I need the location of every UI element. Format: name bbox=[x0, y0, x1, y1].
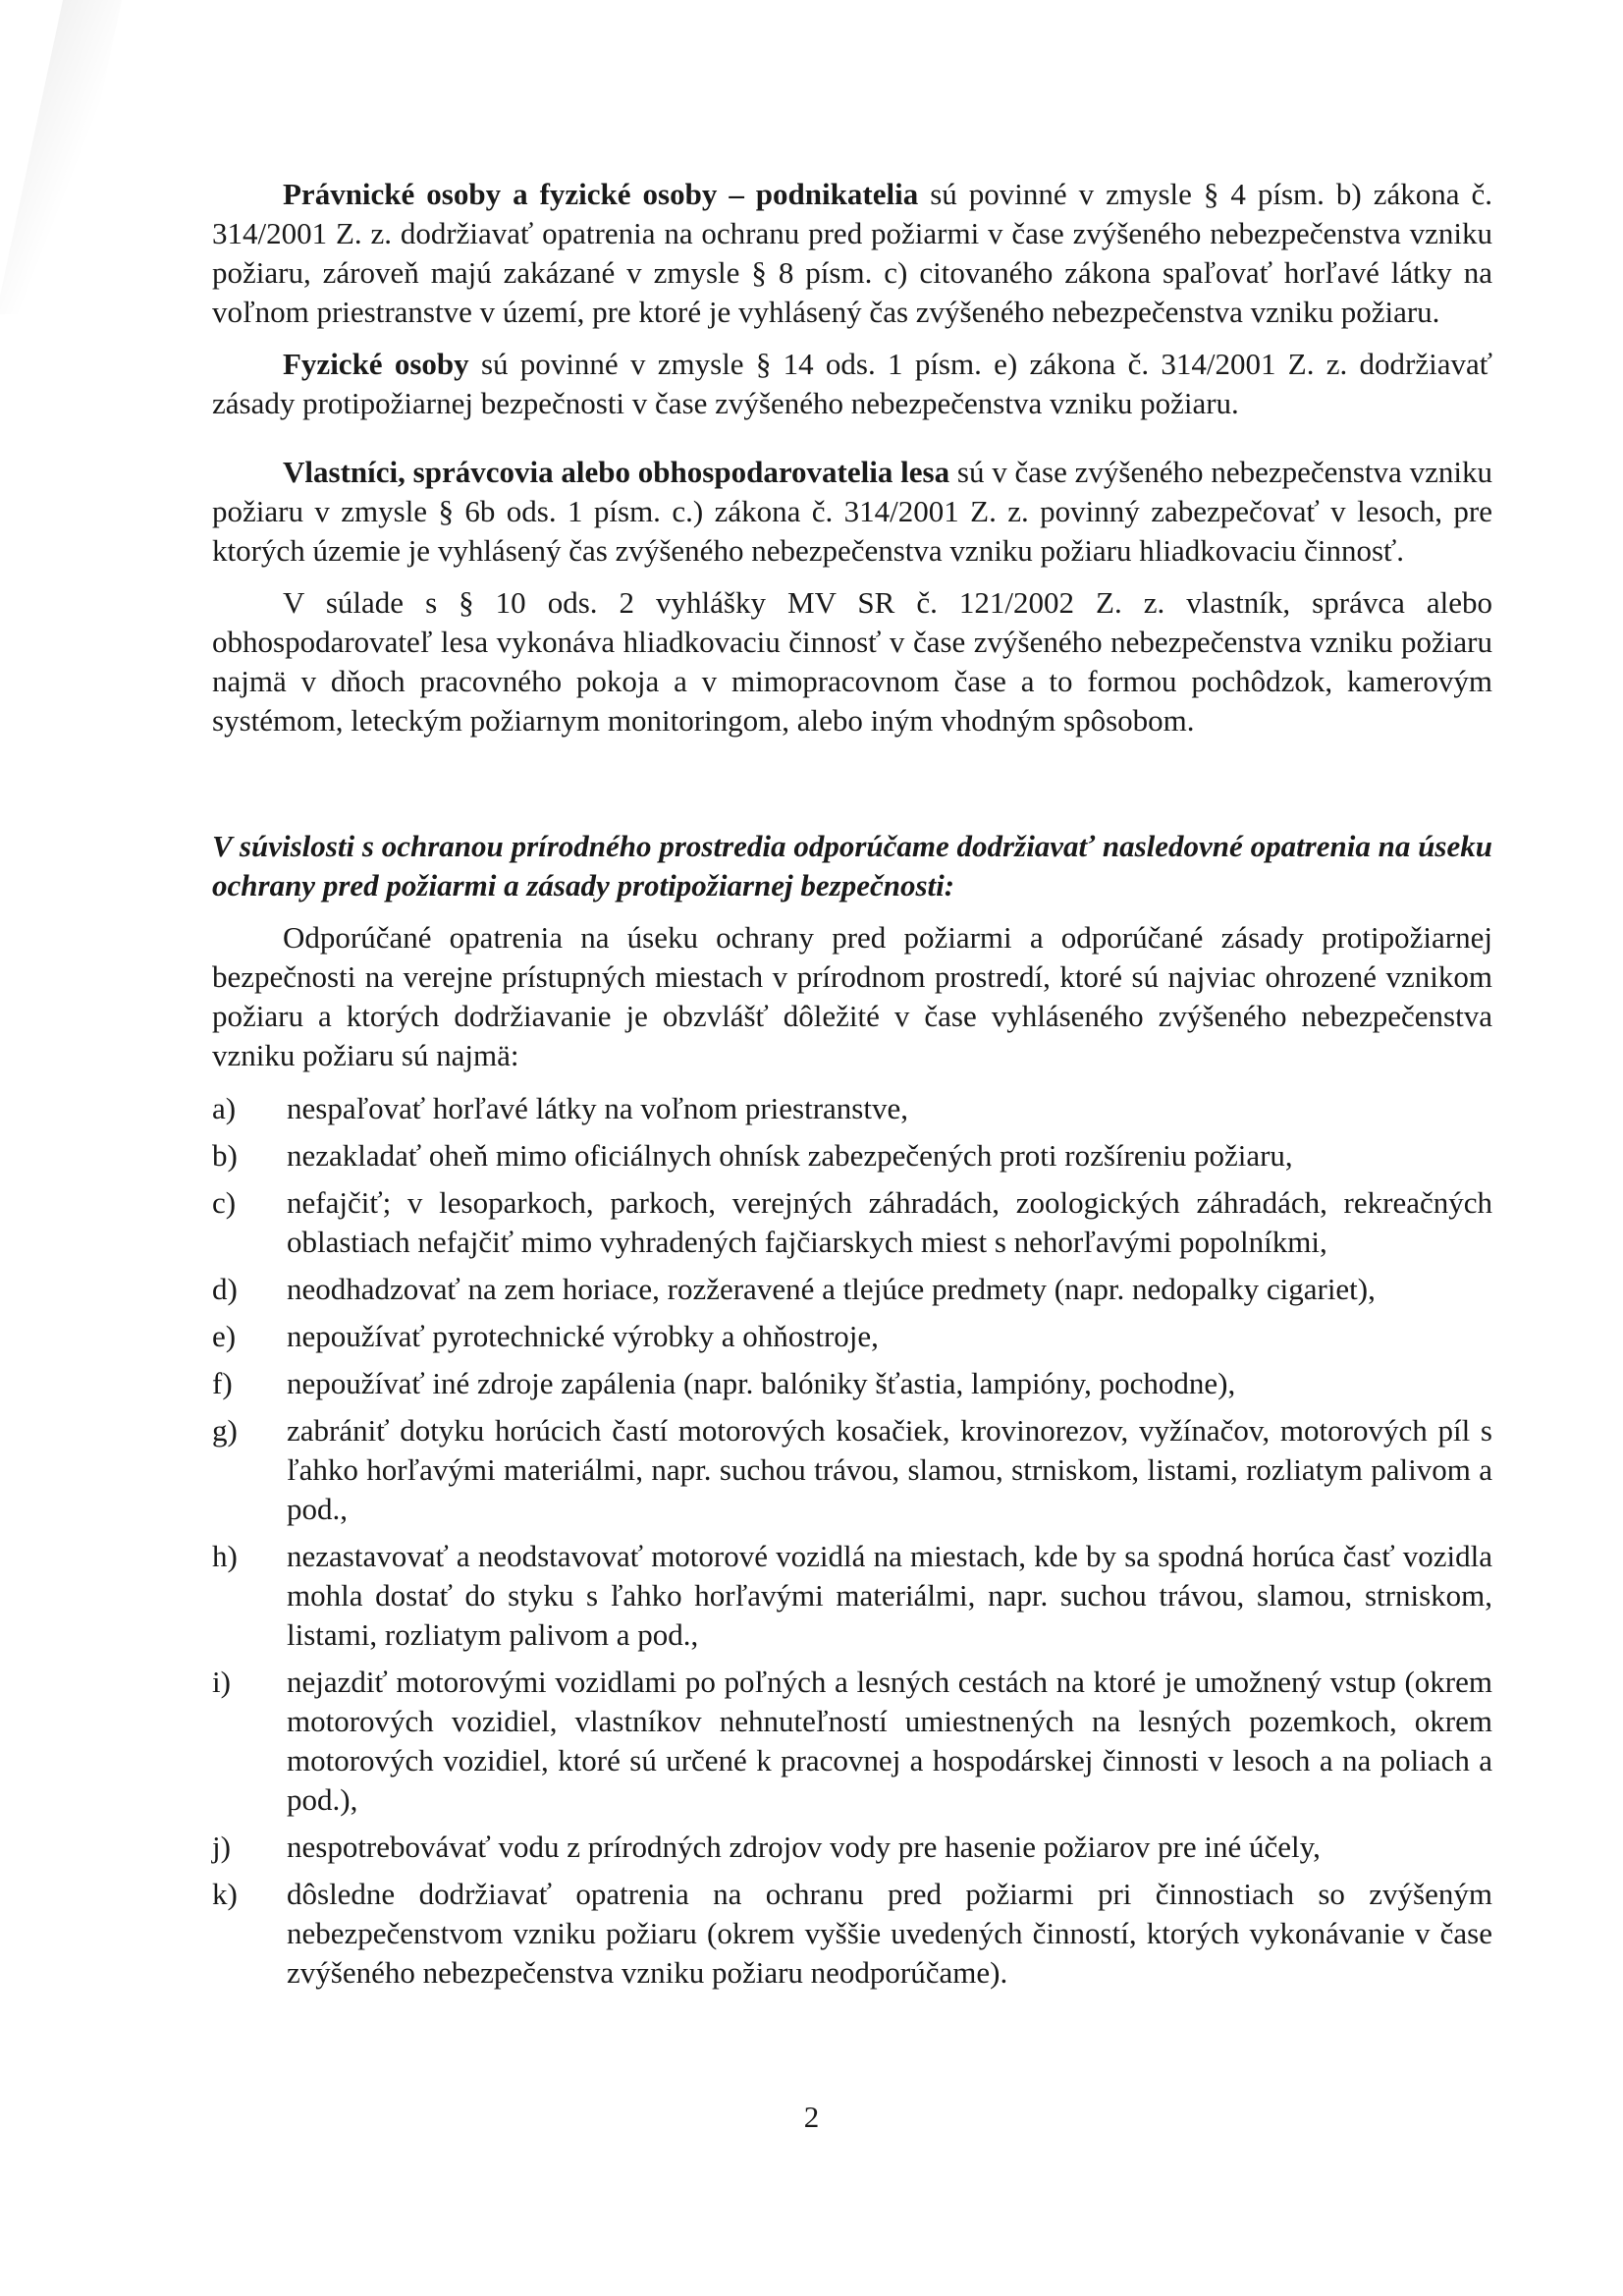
list-item-label: f) bbox=[212, 1366, 233, 1400]
list-item-text: nepoužívať pyrotechnické výrobky a ohňostroje, bbox=[287, 1319, 879, 1353]
paragraph-patrol-activity: V súlade s § 10 ods. 2 vyhlášky MV SR č. 121/2002 Z. z. vlastník, správca alebo obhospodarovateľ lesa vykonáva hliadkovaciu činnosť v čase zvýšeného nebezpečenstva vzniku požiaru najmä v dňoch pracovného pokoja a v mimopracovnom čase a to formou pochôdzok, kamerovým systémom, leteckým požiarnym monitoringom, alebo iným vhodným spôsobom. bbox=[212, 585, 1492, 738]
paragraph-recommendations-intro: Odporúčané opatrenia na úseku ochrany pred požiarmi a odporúčané zásady protipožiarnej bezpečnosti na verejne prístupných miestach v prírodnom prostredí, ktoré sú najviac ohrozené vznikom požiaru a ktorých dodržiavanie je obzvlášť dôležité v čase vyhláseného zvýšeného nebezpečenstva vzniku požiaru sú najmä: bbox=[212, 920, 1492, 1072]
list-item-text: neodhadzovať na zem horiace, rozžeravené a tlejúce predmety (napr. nedopalky cigariet), bbox=[287, 1272, 1376, 1306]
list-item bbox=[212, 1136, 1492, 1175]
recommendations-list bbox=[212, 1089, 1492, 1993]
list-item-label: e) bbox=[212, 1319, 237, 1353]
list-item-text: nespotrebovávať vodu z prírodných zdrojov vody pre hasenie požiarov pre iné účely, bbox=[287, 1830, 1321, 1864]
list-item bbox=[212, 1663, 1492, 1820]
paragraph-legal-persons bbox=[212, 175, 1492, 332]
paragraph-natural-persons-text: sú povinné v zmysle § 14 ods. 1 písm. e) zákona č. 314/2001 Z. z. dodržiavať zásady protipožiarnej bezpečnosti v čase zvýšeného nebezpečenstva vzniku požiaru. bbox=[212, 347, 1493, 420]
list-item-text: nezakladať oheň mimo oficiálnych ohnísk zabezpečených proti rozšíreniu požiaru, bbox=[287, 1138, 1293, 1173]
paragraph-forest-owners-subject: Vlastníci, správcovia alebo obhospodarovatelia lesa bbox=[283, 455, 950, 489]
list-item-text: nespaľovať horľavé látky na voľnom priestranstve, bbox=[287, 1091, 908, 1125]
list-item-label: h) bbox=[212, 1539, 238, 1573]
paragraph-forest-owners bbox=[212, 453, 1492, 571]
paragraph-forest-owners-text: sú v čase zvýšeného nebezpečenstva vzniku požiaru v zmysle § 6b ods. 1 písm. c.) zákona č. 314/2001 Z. z. povinný zabezpečovať v lesoch, pre ktorých územie je vyhlásený čas zvýšeného nebezpečenstva vzniku požiaru hliadkovaciu činnosť. bbox=[212, 455, 1492, 568]
list-item-label: b) bbox=[212, 1138, 238, 1173]
list-item-label: g) bbox=[212, 1413, 238, 1448]
list-item-label: i) bbox=[212, 1665, 231, 1699]
list-item-label: j) bbox=[212, 1830, 231, 1864]
page-number: 2 bbox=[803, 2100, 820, 2134]
list-item bbox=[212, 1270, 1492, 1309]
list-item bbox=[212, 1089, 1492, 1128]
list-item-text: zabrániť dotyku horúcich častí motorových kosačiek, krovinorezov, vyžínačov, motorových píl s ľahko horľavými materiálmi, napr. suchou trávou, slamou, strniskom, listami, rozliatym palivom a pod., bbox=[287, 1413, 1492, 1526]
list-item-label: c) bbox=[212, 1185, 237, 1220]
list-item-text: nepoužívať iné zdroje zapálenia (napr. balóniky šťastia, lampióny, pochodne), bbox=[287, 1366, 1236, 1400]
list-item bbox=[212, 1364, 1492, 1403]
list-item bbox=[212, 1537, 1492, 1655]
list-item-label: a) bbox=[212, 1091, 237, 1125]
list-item bbox=[212, 1411, 1492, 1529]
paragraph-natural-persons bbox=[212, 345, 1492, 423]
section-heading: V súvislosti s ochranou prírodného prostredia odporúčame dodržiavať nasledovné opatrenia na úseku ochrany pred požiarmi a zásady protipožiarnej bezpečnosti: bbox=[212, 829, 1492, 902]
list-item-label: d) bbox=[212, 1272, 238, 1306]
paragraph-legal-persons-subject: Právnické osoby a fyzické osoby – podnikatelia bbox=[283, 177, 919, 211]
list-item bbox=[212, 1317, 1492, 1356]
list-item-text: nefajčiť; v lesoparkoch, parkoch, verejných záhradách, zoologických záhradách, rekreačných oblastiach nefajčiť mimo vyhradených fajčiarskych miest s nehorľavými popolníkmi, bbox=[287, 1185, 1492, 1259]
list-item bbox=[212, 1828, 1492, 1867]
paragraph-natural-persons-subject: Fyzické osoby bbox=[283, 347, 469, 381]
list-item-text: dôsledne dodržiavať opatrenia na ochranu pred požiarmi pri činnostiach so zvýšeným nebezpečenstvom vzniku požiaru (okrem vyššie uvedených činností, ktorých vykonávanie v čase zvýšeného nebezpečenstva vzniku požiaru neodporúčame). bbox=[287, 1877, 1492, 1990]
page-content bbox=[212, 175, 1492, 1993]
list-item-label: k) bbox=[212, 1877, 238, 1911]
list-item-text: nezastavovať a neodstavovať motorové vozidlá na miestach, kde by sa spodná horúca časť vozidla mohla dostať do styku s ľahko horľavými materiálmi, napr. suchou trávou, slamou, strniskom, listami, rozliatym palivom a pod., bbox=[287, 1539, 1492, 1652]
list-item bbox=[212, 1875, 1492, 1993]
list-item bbox=[212, 1183, 1492, 1262]
scan-shadow bbox=[0, 0, 122, 314]
list-item-text: nejazdiť motorovými vozidlami po poľných a lesných cestách na ktoré je umožnený vstup (okrem motorových vozidiel, vlastníkov nehnuteľností umiestnených na lesných pozemkoch, okrem motorových vozidiel, ktoré sú určené k pracovnej a hospodárskej činnosti v lesoch a na poliach a pod.), bbox=[287, 1665, 1492, 1817]
paragraph-legal-persons-text: sú povinné v zmysle § 4 písm. b) zákona č. 314/2001 Z. z. dodržiavať opatrenia na ochranu pred požiarmi v čase zvýšeného nebezpečenstva vzniku požiaru, zároveň majú zakázané v zmysle § 8 písm. c) citovaného zákona spaľovať horľavé látky na voľnom priestranstve v území, pre ktoré je vyhlásený čas zvýšeného nebezpečenstva vzniku požiaru. bbox=[212, 177, 1492, 329]
